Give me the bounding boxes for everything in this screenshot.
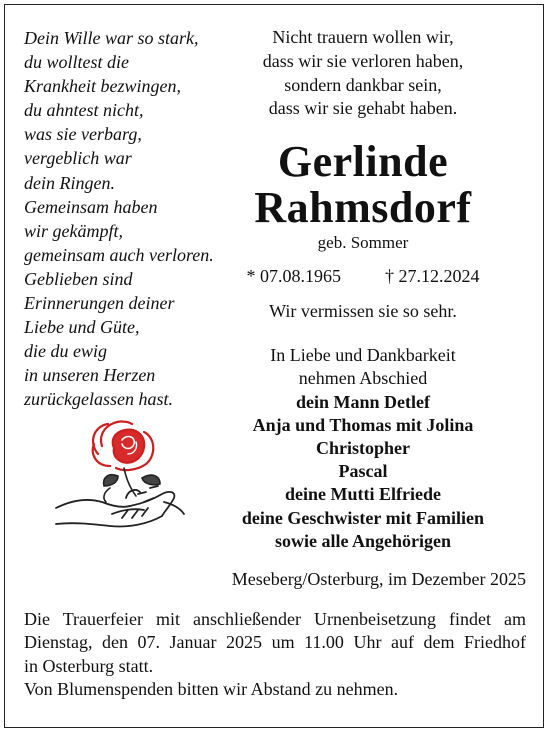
miss-text: Wir vermissen sie so sehr. <box>269 301 457 322</box>
poem <box>24 26 239 412</box>
poem-line: Erinnerungen deiner <box>24 293 175 314</box>
poem-line: in unseren Herzen <box>24 365 156 386</box>
main-column <box>224 26 502 553</box>
quote-line: dass wir sie verloren haben, <box>262 50 464 71</box>
mourners-intro: In Liebe und Dankbarkeit <box>270 345 456 366</box>
place-date: Meseberg/Osterburg, im Dezember 2025 <box>231 569 526 589</box>
mourners <box>224 344 502 553</box>
poem-line: dein Ringen. <box>24 172 115 193</box>
poem-line: du ahntest nicht, <box>24 100 144 121</box>
birth-name: geb. Sommer <box>317 233 409 253</box>
first-name: Gerlinde <box>277 137 449 187</box>
poem-line: gemeinsam auch verloren. <box>24 244 214 265</box>
poem-line: was sie verbarg, <box>24 124 142 145</box>
poem-line: Dein Wille war so stark, <box>24 28 199 48</box>
mourner-name: Pascal <box>338 461 388 482</box>
poem-line: Geblieben sind <box>24 268 133 289</box>
last-name: Rahmsdorf <box>254 183 472 233</box>
quote-line: sondern dankbar sein, <box>284 74 442 95</box>
poem-line: Liebe und Güte, <box>24 317 140 338</box>
poem-line: zurückgelassen hast. <box>24 389 173 410</box>
quote-line: Nicht trauern wollen wir, <box>272 27 454 47</box>
poem-line: die du ewig <box>24 341 107 362</box>
funeral-line: Dienstag, den 07. Januar 2025 um 11.00 Uhr auf dem Friedhof <box>24 632 526 653</box>
poem-line: vergeblich war <box>24 148 132 169</box>
poem-line: wir gekämpft, <box>24 220 123 241</box>
rose-in-hands-icon <box>52 418 188 536</box>
funeral-line: Von Blumenspenden bitten wir Abstand zu nehmen. <box>24 678 399 699</box>
mourner-name: Anja und Thomas mit Jolina <box>252 414 474 435</box>
quote-line: dass wir sie gehabt haben. <box>268 98 458 119</box>
mourner-name: deine Mutti Elfriede <box>285 484 441 505</box>
poem-line: Gemeinsam haben <box>24 196 158 217</box>
mourners-intro: nehmen Abschied <box>298 368 428 389</box>
funeral-line: Die Trauerfeier mit anschließender Urnenbeisetzung findet am <box>24 609 526 629</box>
funeral-line: in Osterburg statt. <box>24 655 154 676</box>
deceased-name <box>224 139 502 231</box>
mourner-name: Christopher <box>316 438 410 458</box>
poem-line: du wolltest die <box>24 52 129 73</box>
poem-line: Krankheit bezwingen, <box>24 76 181 97</box>
quote <box>224 26 502 121</box>
mourner-name: sowie alle Angehörigen <box>275 530 451 551</box>
funeral-notice <box>24 608 526 701</box>
life-dates <box>224 265 502 287</box>
mourner-name: deine Geschwister mit Familien <box>241 507 485 528</box>
mourner-name: dein Mann Detlef <box>296 391 430 412</box>
birth-date: * 07.08.1965 <box>246 266 341 287</box>
death-date: † 27.12.2024 <box>385 266 480 287</box>
